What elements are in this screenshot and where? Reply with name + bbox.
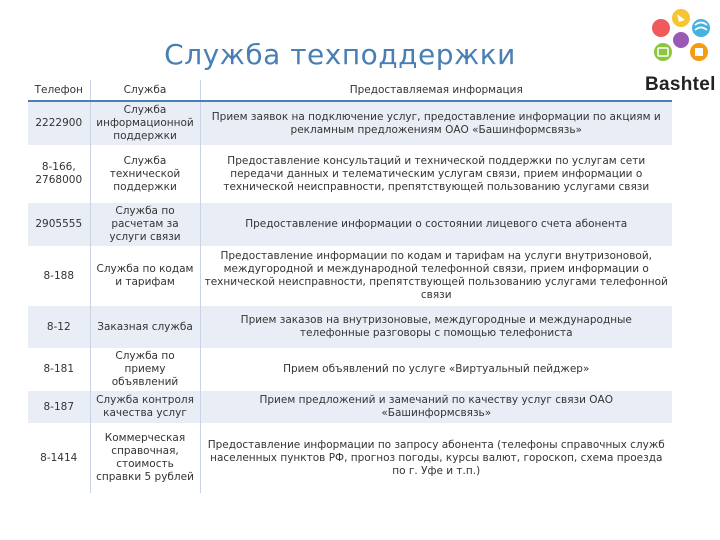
cell-info: Предоставление консультаций и технической поддержки по услугам сети передачи данных и телематическим услугам связи, прием информации о технической неисправности, препятствующей пользованию услугами связи <box>200 145 672 203</box>
cell-service: Служба информационной поддержки <box>90 101 200 145</box>
table-row <box>28 391 672 423</box>
cell-phone: 8-187 <box>28 391 90 423</box>
page-title: Служба техподдержки <box>164 38 516 71</box>
cell-phone: 8-1414 <box>28 423 90 493</box>
cell-service: Заказная служба <box>90 306 200 348</box>
support-table <box>28 80 672 493</box>
header-info: Предоставляемая информация <box>200 80 672 101</box>
cell-phone: 8-181 <box>28 348 90 391</box>
table-row <box>28 348 672 391</box>
cell-info: Предоставление информации по кодам и тарифам на услуги внутризоновой, междугородной и международной телефонной связи, прием информации о технической неисправности, препятствующей пользованию услугами телефонной связи <box>200 246 672 306</box>
cell-service: Служба по приему объявлений <box>90 348 200 391</box>
cell-service: Служба по расчетам за услуги связи <box>90 203 200 246</box>
header-service: Служба <box>90 80 200 101</box>
table-row <box>28 145 672 203</box>
logo-text: Bashtel <box>645 74 716 95</box>
logo-circle-red <box>652 19 670 37</box>
logo-circle-green <box>654 43 672 61</box>
cell-phone: 8-188 <box>28 246 90 306</box>
table-row <box>28 306 672 348</box>
table-row <box>28 423 672 493</box>
cell-info: Прием заявок на подключение услуг, предоставление информации по акциям и рекламным предложениям ОАО «Башинформсвязь» <box>200 101 672 145</box>
cell-info: Предоставление информации по запросу абонента (телефоны справочных служб населенных пунктов РФ, прогноз погоды, курсы валют, гороскоп, схема проезда по г. Уфе и т.п.) <box>200 423 672 493</box>
table-row <box>28 246 672 306</box>
cell-info: Прием объявлений по услуге «Виртуальный пейджер» <box>200 348 672 391</box>
cell-service: Служба по кодам и тарифам <box>90 246 200 306</box>
cell-info: Предоставление информации о состоянии лицевого счета абонента <box>200 203 672 246</box>
table-row <box>28 101 672 145</box>
table-header-row <box>28 80 672 101</box>
cell-service: Коммерческая справочная, стоимость справки 5 рублей <box>90 423 200 493</box>
logo-circle-purple <box>673 32 689 48</box>
cell-phone: 8-12 <box>28 306 90 348</box>
cell-phone: 2222900 <box>28 101 90 145</box>
cell-service: Служба технической поддержки <box>90 145 200 203</box>
cell-info: Прием заказов на внутризоновые, междугородные и международные телефонные разговоры с помощью телефониста <box>200 306 672 348</box>
cell-service: Служба контроля качества услуг <box>90 391 200 423</box>
header-phone: Телефон <box>28 80 90 101</box>
cell-info: Прием предложений и замечаний по качеству услуг связи ОАО «Башинформсвязь» <box>200 391 672 423</box>
cell-phone: 8-166, 2768000 <box>28 145 90 203</box>
table-row <box>28 203 672 246</box>
cell-phone: 2905555 <box>28 203 90 246</box>
